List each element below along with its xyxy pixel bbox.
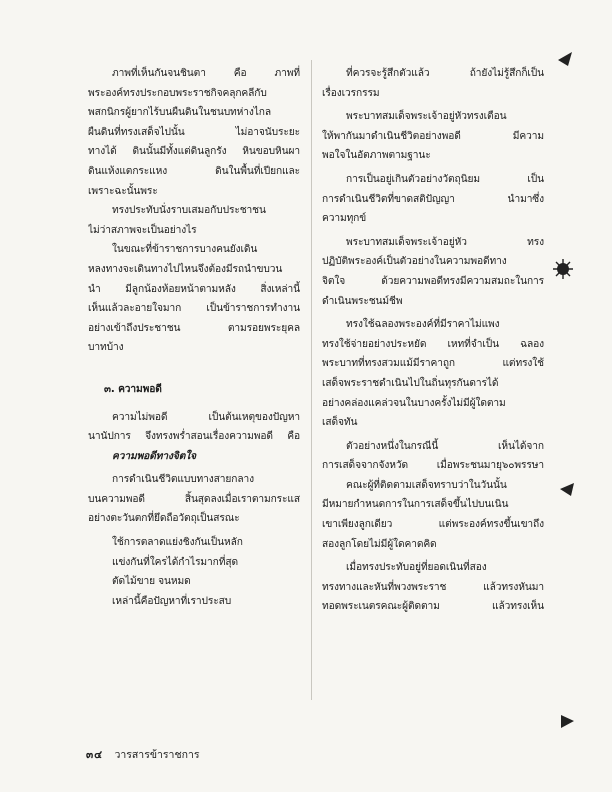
text-line: ทรงใช้จ่ายอย่างประหยัด เหทที่จำเป็น ฉลอง	[322, 338, 544, 350]
text-line: การเป็นอยู่เกินตัวอย่างวัตถุนิยม เป็น	[346, 173, 544, 185]
punch-hole-mark	[558, 712, 576, 730]
text-line: พอใจในอัตภาพตามฐานะ	[322, 150, 431, 162]
text-line: ไม่ว่าสภาพจะเป็นอย่างไร	[88, 224, 197, 236]
text-line: แข่งกันที่ใครได้กำไรมากที่สุด	[112, 556, 238, 568]
text-line: ให้พากันมาดำเนินชีวิตอย่างพอดี มีความ	[322, 130, 544, 142]
text-line: อย่างคล่องแคล่วจนในบางครั้งไม่มีผู้ใดตาม	[322, 397, 506, 409]
text-line: คณะผู้ที่ติดตามเสด็จทราบว่าในวันนั้น	[346, 479, 507, 491]
right-column	[322, 64, 544, 617]
text-line: เสด็จพระราชดำเนินไปในถิ่นทุรกันดารได้	[322, 377, 499, 389]
column-divider	[311, 60, 312, 700]
punch-hole-mark	[558, 480, 576, 498]
text-line: ทรงใช้ฉลองพระองค์ที่มีราคาไม่แพง	[346, 319, 500, 331]
text-line: พสกนิกรผู้ยากไร้บนผืนดินในชนบทห่างไกล	[88, 107, 272, 119]
text-line: การดำเนินชีวิตแบบทางสายกลาง	[112, 474, 254, 486]
text-line: บนความพอดี สิ้นสุดลงเมื่อเราตามกระแส	[88, 493, 300, 505]
text-line: บาทบ้าง	[88, 342, 124, 354]
text-line: จิตใจ ด้วยความพอดีทรงมีความสมถะในการ	[322, 275, 544, 287]
text-line: พระองค์ทรงประกอบพระราชกิจคลุกคลีกับ	[88, 87, 267, 99]
page-number: ๓๔	[86, 749, 104, 761]
text-line: ทอดพระเนตรคณะผู้ติดตาม แล้วทรงเห็น	[322, 601, 544, 613]
subheading: ความพอดีทางจิตใจ	[112, 450, 196, 462]
publication-name: วารสารข้าราชการ	[114, 749, 200, 761]
text-line: ปฏิบัติพระองค์เป็นตัวอย่างในความพอดีทาง	[322, 256, 507, 268]
text-line: เรื่องเวรกรรม	[322, 87, 380, 99]
text-line: เสด็จทัน	[322, 417, 358, 429]
text-line: ทางได้ ดินนั้นมีทั้งแต่ดินลูกรัง หินขอบหินผา	[88, 146, 300, 158]
text-line: นานัปการ จึงทรงพร่ำสอนเรื่องความพอดี คือ	[88, 431, 300, 443]
text-line: พระบาทสมเด็จพระเจ้าอยู่หัว ทรง	[346, 236, 544, 248]
text-line: อย่างตะวันตกที่ยึดถือวัตถุเป็นสรณะ	[88, 513, 240, 525]
text-line: อย่างเข้าถึงประชาชน ตามรอยพระยุคล	[88, 322, 300, 334]
text-line: ดินแห้งแตกระแหง ดินในพื้นที่เปียกและ	[88, 165, 300, 177]
text-line: หลงทางจะเดินทางไปไหนจึงต้องมีรถนำขบวน	[88, 263, 283, 275]
text-line: เมื่อทรงประทับอยู่ที่ยอดเนินที่สอง	[346, 562, 487, 574]
text-line: มีหมายกำหนดการในการเสด็จขึ้นไปบนเนิน	[322, 499, 509, 511]
text-line: ตัวอย่างหนึ่งในกรณีนี้ เห็นได้จาก	[346, 440, 544, 452]
punch-hole-mark	[552, 258, 574, 280]
text-line: การดำเนินชีวิตที่ขาดสติปัญญา นำมาซึ่ง	[322, 193, 544, 205]
text-line: ภาพที่เห็นกันจนชินตา คือ ภาพที่	[112, 68, 300, 79]
text-line: นำ มีลูกน้องห้อยหน้าตามหลัง สิ่งเหล่านี้	[88, 283, 300, 295]
text-line: ผืนดินที่ทรงเสด็จไปนั้น ไม่อาจนับระยะ	[88, 126, 300, 138]
text-line: เพราะฉะนั้นพระ	[88, 185, 158, 197]
punch-hole-mark	[556, 50, 574, 68]
text-line: ความไม่พอดี เป็นต้นเหตุของปัญหา	[112, 411, 300, 423]
text-line: พระบาทสมเด็จพระเจ้าอยู่หัวทรงเตือน	[346, 111, 507, 123]
text-line: เหล่านี้คือปัญหาที่เราประสบ	[112, 595, 232, 607]
text-line: เขาเพียงลูกเดียว แต่พระองค์ทรงขึ้นเขาถึง	[322, 519, 544, 531]
text-line: ดำเนินพระชนม์ชีพ	[322, 295, 403, 307]
left-column	[88, 64, 300, 611]
text-line: เห็นแล้วละอายใจมาก เป็นข้าราชการทำงาน	[88, 303, 300, 315]
text-line: ใช้การตลาดแย่งชิงกันเป็นหลัก	[112, 537, 243, 549]
text-line: ความทุกข์	[322, 213, 367, 225]
page-footer	[86, 746, 199, 763]
section-heading: ๓. ความพอดี	[104, 383, 162, 395]
text-line: ทรงประทับนั่งราบเสมอกับประชาชน	[112, 205, 266, 217]
text-line: ตัดไม้ขาย จนหมด	[112, 576, 191, 588]
text-line: ในขณะที่ข้าราชการบางคนยังเดิน	[112, 244, 258, 256]
text-line: การเสด็จจากจังหวัด เมื่อพระชนมายุ๖๐พรรษา	[322, 460, 544, 472]
text-line: ทรงทางและหันที่พวงพระราช แล้วทรงหันมา	[322, 581, 544, 593]
text-line: ที่ควรจะรู้สึกตัวแล้ว ถ้ายังไม่รู้สึกก็เป็น	[346, 68, 544, 79]
text-line: สองลูกโดยไม่มีผู้ใดคาดคิด	[322, 538, 437, 550]
text-line: พระบาทที่ทรงสวมแม้มีราคาถูก แต่ทรงใช้	[322, 358, 544, 370]
